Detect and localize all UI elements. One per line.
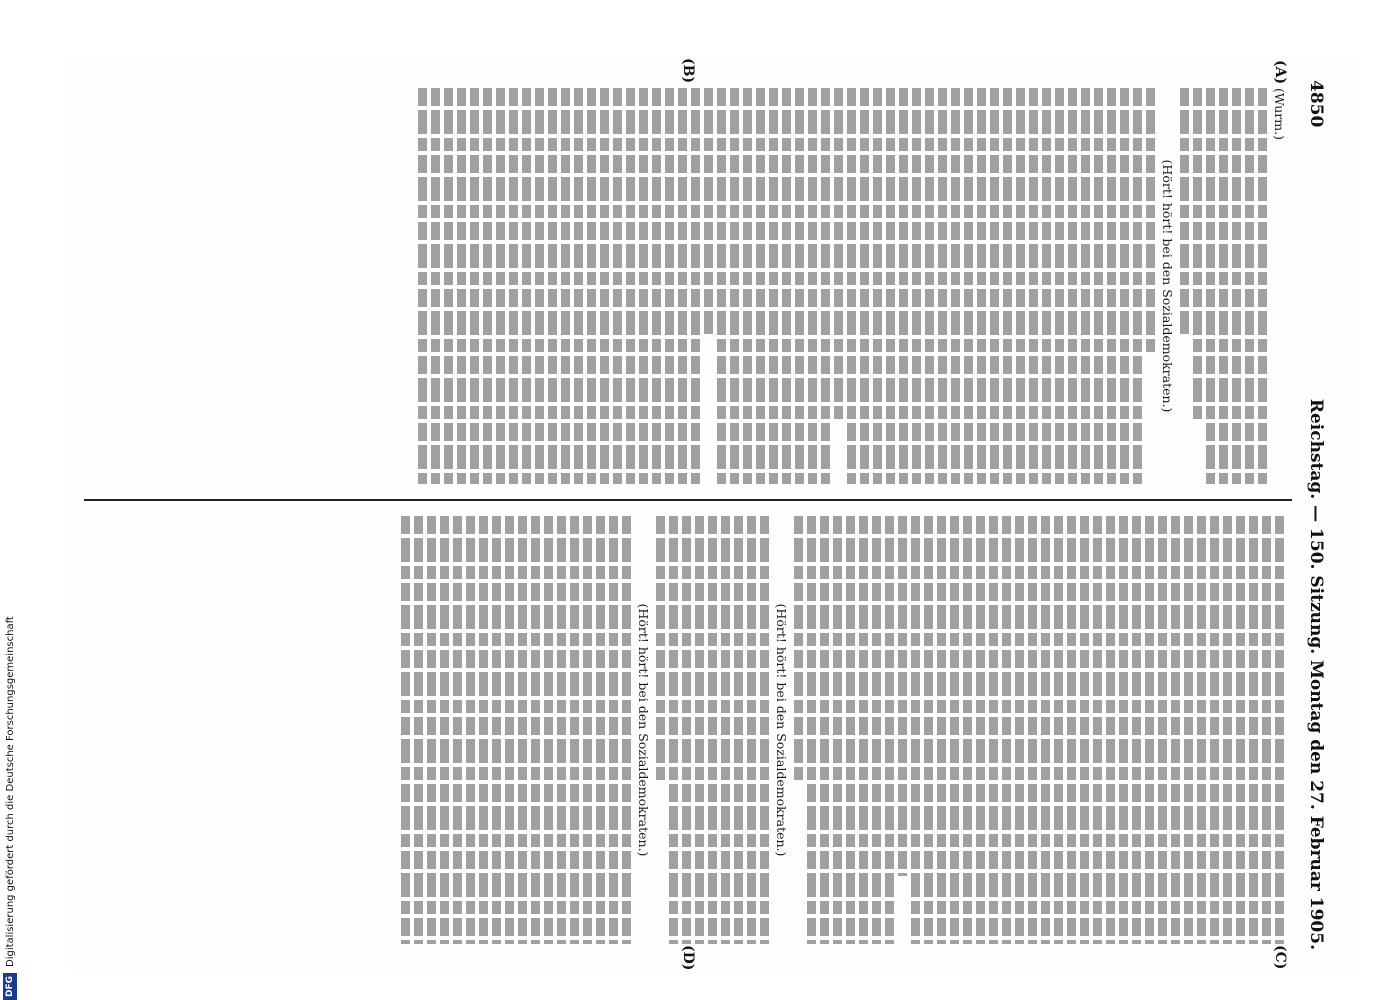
page-number: 4850 bbox=[1306, 80, 1326, 128]
column-divider bbox=[84, 499, 1292, 501]
paragraph bbox=[418, 88, 700, 484]
right-column bbox=[84, 510, 1292, 950]
interjection: (Hört! hört! bei den Sozialdemokraten.) bbox=[774, 603, 789, 857]
credit-text: Digitalisierung gefördert durch die Deutsche Forschungsgemeinschaft bbox=[4, 616, 16, 967]
paragraph bbox=[834, 88, 1155, 484]
interjection: (Hört! hört! bei den Sozialdemokraten.) bbox=[635, 603, 651, 857]
running-head-title: Reichstag. — 150. Sitzung. Montag den 27. Februar 1905. bbox=[1306, 398, 1326, 950]
margin-marker-d: (D) bbox=[680, 945, 696, 971]
speaker-label: (Wurm.) bbox=[1272, 88, 1287, 140]
paragraph bbox=[401, 516, 631, 944]
paragraph bbox=[794, 516, 894, 944]
paragraph bbox=[656, 516, 769, 944]
paragraph bbox=[704, 88, 830, 484]
interjection: (Hört! hört! bei den Sozialdemokraten.) bbox=[1159, 159, 1175, 413]
paragraph bbox=[898, 516, 1284, 944]
paragraph bbox=[1180, 88, 1267, 484]
digitization-credit bbox=[0, 600, 20, 1000]
margin-marker-c: (C) bbox=[1272, 945, 1288, 970]
left-column bbox=[84, 82, 1292, 490]
margin-marker-b: (B) bbox=[680, 58, 696, 84]
margin-marker-a: (A) bbox=[1272, 60, 1288, 85]
running-head bbox=[1296, 80, 1336, 950]
dfg-logo: DFG bbox=[3, 973, 17, 1000]
